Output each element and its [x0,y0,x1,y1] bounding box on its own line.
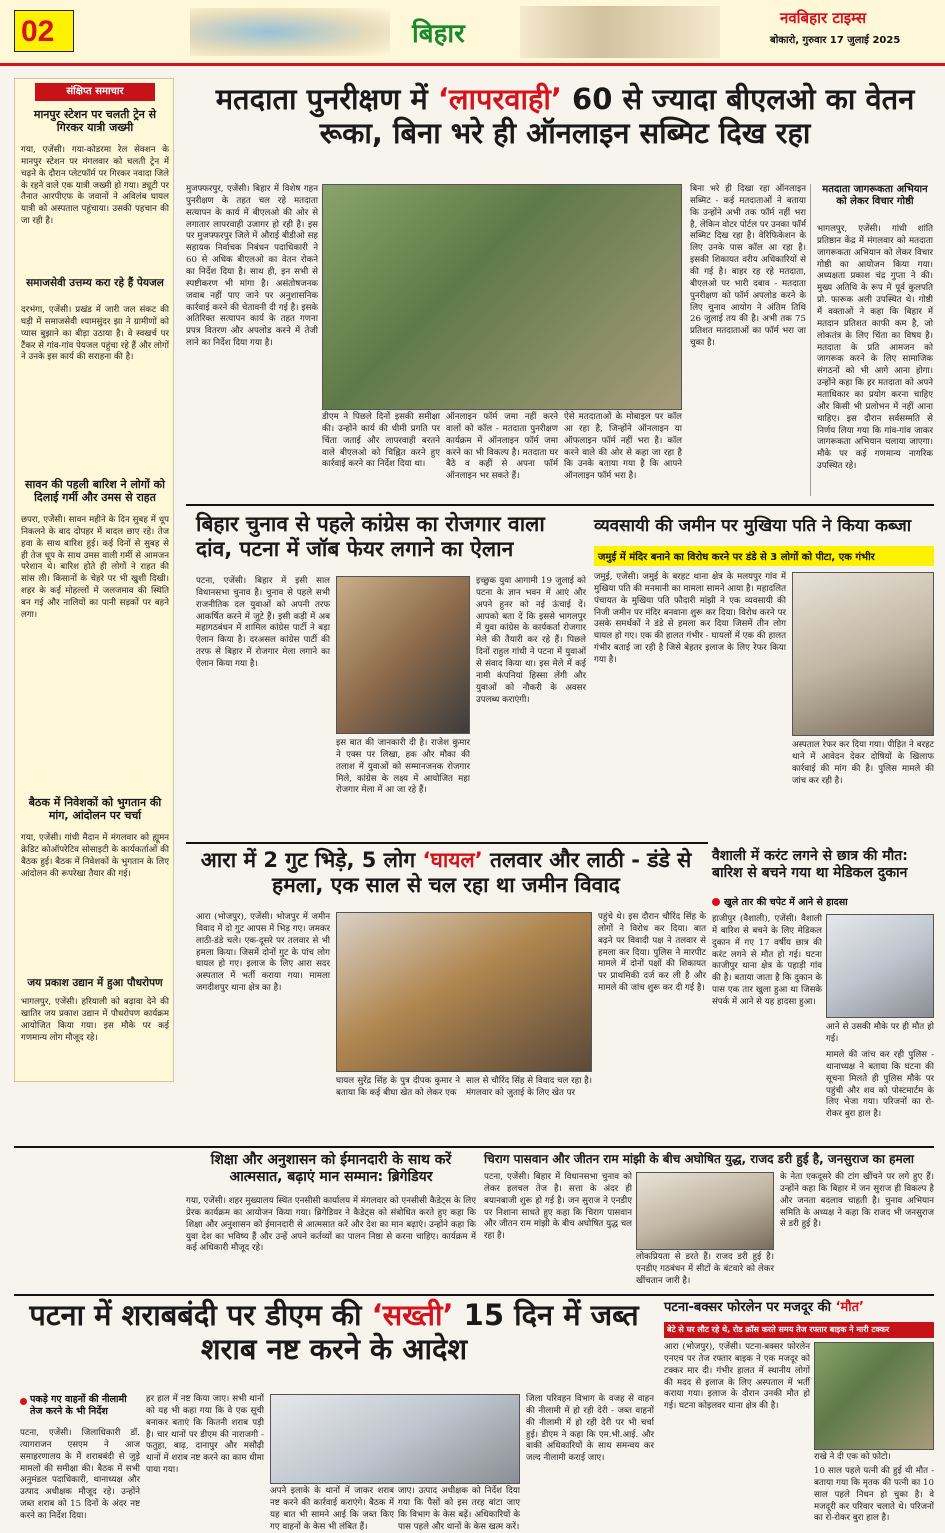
current-body-2: मामले की जांच कर रही पुलिस - थानाध्यक्ष ने बताया कि घटना की सूचना मिलते ही पुलिस मौके पर पहुंची और शव को पोस्टमार्टम के लिए भेजा गया। परिजनों का रो-रोकर बुरा हाल है। [826,1050,934,1120]
current-photo-caption: आने से उसकी मौके पर ही मौत हो गई। [826,1022,934,1044]
sidebar-item-body: छपरा, एजेंसी। सावन महीने के दिन सुबह में धूप निकलने के बाद दोपहर में बादल छाए रहे। तेज हवा के साथ बारिश हुई। कई दिनों से सुबह से ही तेज धूप के साथ उमस वाली गर्मी से आमजन परेशान थे। बारिश होते ही लोगों ने राहत की सांस ली। किसानों के चेहरे पर भी खुशी दिखी। शहर के कई मोहल्लों में जलजमाव की स्थिति बन गई और नालियों का पानी सड़कों पर बहने लगा। [21,515,169,620]
ara-body-1: आरा (भोजपुर), एजेंसी। भोजपुर में जमीन विवाद में दो गुट आपस में भिड़ गए। जमकर लाठी-डंडे चले। एक-दूसरे पर तलवार से भी हमला किया। जिसमें दोनों गुट के पांच लोग घायल हो गए। इलाज के लिए आरा सदर अस्पताल में भर्ती कराया गया। मामला जगदीशपुर थाना क्षेत्र का है। [196,912,330,994]
lead-photo-caption: डीएम ने पिछले दिनों इसकी समीक्षा की। उन्होंने कार्य की धीमी प्रगति पर चिंता जताई और लापरवाही बरतने वाले बीएलओ को चिह्नित करने हुए कार्रवाई करने का निर्देश दिया था। [322,412,440,470]
sidebar-item-body: गया, एजेंसी। गांधी मैदान में मंगलवार को ह्यूमन क्रेडिट कोऑपरेटिव सोसाइटी के कार्यकर्ताओं की बैठक हुई। बैठक में निवेशकों के भुगतान के लिए आंदोलन की रूपरेखा तैयार की गई। [21,833,169,879]
liquor-headline-highlight: ‘सख्ती’ [371,1298,454,1332]
header-map-decoration [190,8,390,56]
sidebar-item-title: बैठक में निवेशकों को भुगतान की मांग, आंदोलन पर चर्चा [28,796,162,822]
sidebar [14,78,174,1082]
liquor-subhead [20,1394,140,1424]
land-tag-text: जमुई में मंदिर बनाने का विरोध करने पर डंडे से 3 लोगों को पीटा, एक गंभीर [598,552,875,563]
brand-name: नवबिहार टाइम्स [780,9,867,27]
education-headline: शिक्षा और अनुशासन को ईमानदारी के साथ करें आत्मसात, बढ़ाएं मान सम्मान: ब्रिगेडियर [210,1152,452,1185]
page-number [14,10,74,52]
lead-headline-highlight: ‘लापरवाही’ [437,82,562,116]
fatal-headline [664,1300,934,1315]
fatal-body-2: 10 साल पहले पत्नी की हुई थी मौत - बताया गया कि मृतक की पत्नी का 10 साल पहले निधन हो चुका है। वे मजदूरी कर परिवार चलाते थे। परिजनों का रो-रोकर बुरा हाल है। [814,1466,934,1524]
fatal-photo-caption: राखे ने दी एक को फोटो। [814,1452,891,1462]
chirag-body-1: पटना, एजेंसी। बिहार में विधानसभा चुनाव को लेकर हलचल तेज है। सत्ता के अंदर ही बयानबाजी शुरू हो गई है। जन सुराज ने एनडीए पर निशाना साधते हुए कहा कि चिराग पासवान और जीतन राम मांझी के बीच अघोषित युद्ध चल रहा है। [484,1172,632,1242]
chirag-photo [636,1172,774,1250]
lead-body-2: ऑनलाइन फॉर्म जमा नहीं करने वालों को कॉल - मतदाता पुनरीक्षण कार्यक्रम में ऑनलाइन फॉर्म जमा करने का भी विकल्प है। मतदाता घर बैठे व कहीं से अपना फॉर्म ऑनलाइन भर सकते हैं। [446,412,558,482]
lead-body-1: मुजफ्फरपुर, एजेंसी। बिहार में विशेष गहन पुनरीक्षण के तहत चल रहे मतदाता सत्यापन के कार्य में बीएलओ की ओर से लगातार लापरवाही उजागर हो रही है। इस पर मुजफ्फरपुर जिले में औराई बीडीओ सह सहायक निर्वाचक निबंधन पदाधिकारी ने 60 से अधिक बीएलओ का वेतन रोकने का निर्देश दिया है। साथ ही, इन सभी से स्पष्टीकरण भी मांगा है। असंतोषजनक जवाब नहीं पाए जाने पर अनुशासनिक कार्रवाई करने की चेतावनी दी गई है। इसके अतिरिक्त सत्यापन कार्य के तहत गणना प्रपत्र वितरण और अपलोड करने में तेजी लाने का निर्देश दिया गया है। [186,184,318,349]
chirag-photo-caption: लोकप्रियता से डरते हैं। राजद डरी हुई है। एनडीए गठबंधन में सीटों के बंटवारे को लेकर खींचतान जारी है। [636,1252,774,1286]
divider [14,1146,934,1148]
land-photo [792,572,934,736]
ara-headline [196,848,696,898]
current-tag-text: खुले तार की चपेट में आने से हादसा [724,897,848,908]
congress-photo-caption: इस बात की जानकारी दी है। राजेश कुमार ने एक्स पर लिखा, हक और मौका की तलाश में युवाओं को सम्मानजनक रोजगार मिले, कांग्रेस के लक्ष्य में आयोजित महा रोजगार मेला में आ जा रहे हैं। [336,738,470,796]
ara-photo-caption-2: साल से चौरिंद सिंह से विवाद चल रहा है। मंगलवार को जुताई के लिए खेत पर [466,1076,592,1098]
fatal-body: आरा (भोजपुर), एजेंसी। पटना-बक्सर फोरलेन एनएच पर तेज रफ्तार बाइक ने एक मजदूर को टक्कर मार दी। गंभीर हालत में स्थानीय लोगों की मदद से इलाज के लिए अस्पताल में भर्ती कराया गया। इलाज के दौरान उनकी मौत हो गई। घटना कोइलवर थाना क्षेत्र की है। [664,1342,810,1412]
right-column-body: भागलपुर, एजेंसी। गांधी शांति प्रतिष्ठान केंद्र में मंगलवार को मतदाता जागरूकता अभियान को लेकर विचार गोष्ठी का आयोजन किया गया। अध्यक्षता प्रकाश चंद्र गुप्ता ने की। मुख्य अतिथि के रूप में पूर्व कुलपति प्रो. फारूक अली उपस्थित थे। गोष्ठी में वक्ताओं ने कहा कि बिहार में मतदान प्रतिशत काफी कम है, जो लोकतंत्र के लिए चिंता का विषय है। मतदाता के प्रति आमजन को जागरूक करने के लिए सामाजिक संगठनों को भी आगे आना होगा। उन्होंने कहा कि हर मतदाता को अपने मताधिकार का प्रयोग करना चाहिए और किसी भी प्रलोभन में नहीं आना चाहिए। इस दौरान सर्वसम्मति से निर्णय लिया गया कि गांव-गांव जाकर जागरूकता अभियान चलाया जाएगा। मौके पर कई गणमान्य नागरिक उपस्थित रहे। [817,224,933,472]
divider [186,842,708,844]
page-header [0,0,945,66]
chirag-body-2: के नेता एकदूसरे की टांग खींचने पर लगे हुए हैं। उन्होंने कहा कि बिहार में जन सुराज ही विकल्प है और जनता बदलाव चाहती है। चुनाव अभियान समिति के अध्यक्ष ने कहा कि राजद भी जनसुराज से डरी हुई है। [780,1172,934,1230]
lead-body-3: ऐसे मतदाताओं के मोबाइल पर कॉल आ रहा है, जिन्होंने ऑनलाइन या ऑफलाइन फॉर्म नहीं भरा है। कॉल करने वाले की ओर से कहा जा रहा है कि उनके बताया गया है कि आपने ऑनलाइन फॉर्म भरा है। [564,412,682,482]
lead-headline [200,82,930,150]
current-headline: वैशाली में करंट लगने से छात्र की मौत: बारिश से बचने गया था मेडिकल दुकान [712,848,908,881]
ara-headline-highlight: ‘घायल’ [422,848,483,872]
liquor-photo [270,1394,520,1484]
lead-headline-text: मतदाता पुनरीक्षण में [215,82,438,116]
bullet-icon [712,898,720,906]
liquor-photo-caption: अपने इलाके के थानों में जाकर शराब नष्ट करने की कार्रवाई कराएंगे। बैठक में यह बात भी सामने आई कि जब्त किए गए वाहनों के केस भी लंबित हैं। [270,1486,394,1532]
land-tag [594,546,934,566]
congress-body-1: पटना, एजेंसी। बिहार में इसी साल विधानसभा चुनाव है। चुनाव से पहले सभी राजनीतिक दल युवाओं को अपनी तरफ आकर्षित करने में जुटे हैं। इसी कड़ी में अब महागठबंधन में शामिल कांग्रेस पार्टी ने बड़ा ऐलान किया है। दरअसल कांग्रेस पार्टी की तरफ से बिहार में रोजगार मेला लगाने का ऐलान किया गया है। [196,576,330,670]
ara-photo-caption-1: घायल सुरेंद्र सिंह के पुत्र दीपक कुमार ने बताया कि कई बीघा खेत को लेकर एक [336,1076,460,1098]
divider [186,504,934,506]
liquor-body-4: जिला परिवहन विभाग के वजह से वाहन की नीलामी में हो रही देरी - जब्त वाहनों की नीलामी में हो रही देरी पर भी चर्चा हुई। डीएम ने कहा कि एम.भी.आई. और बाकी अधिकारियों के साथ समन्वय कर जल्द नीलामी कराई जाए। [526,1394,654,1464]
lead-photo [322,184,682,410]
current-photo [826,914,934,1018]
sidebar-item-title: समाजसेवी उत्तम्य करा रहे हैं पेयजल [26,277,164,289]
page-number-text: 02 [21,15,55,48]
bullet-icon [20,1398,27,1405]
liquor-body-2: हर हाल में नष्ट किया जाए। सभी थानों को यह भी कहा गया कि वे एक सूची बनाकर बताएं कि कितनी शराब पड़ी है। चार थानों पर डीएम की नाराजगी - फतुहा, बाढ़, दानापुर और मसौढ़ी थानों में शराब नष्ट करने का काम धीमा पाया गया। [146,1394,264,1476]
current-tag [712,894,934,910]
congress-headline: बिहार चुनाव से पहले कांग्रेस का रोजगार वाला दांव, पटना में जॉब फेयर लगाने का ऐलान [196,512,545,561]
liquor-body-1: पटना, एजेंसी। जिलाधिकारी डॉ. त्यागराजन एसएम ने आज समाहरणालय के मेें शराबबंदी से जुड़े मामलों की समीक्षा की। बैठक में सभी अनुमंडल पदाधिकारी, थानाध्यक्ष और उत्पाद अधीक्षक मौजूद रहे। उन्होंने जब्त शराब को 15 दिनों के अंदर नष्ट करने का निर्देश दिया। [20,1428,140,1522]
education-body: गया, एजेंसी। शहर मुख्यालय स्थित एनसीसी कार्यालय में मंगलवार को एनसीसी कैडेट्स के लिए प्रेरक कार्यक्रम का आयोजन किया गया। ब्रिगेडियर ने कैडेट्स को संबोधित करते हुए कहा कि शिक्षा और अनुशासन को ईमानदारी से आत्मसात करें और देश का मान बढ़ाएं। उन्होंने कहा कि युवा देश का भविष्य हैं और उन्हें अपने कर्तव्यों का पालन निष्ठा से करना चाहिए। कार्यक्रम में कई अधिकारी मौजूद रहे। [186,1196,476,1254]
land-headline: व्यवसायी की जमीन पर मुखिया पति ने किया कब्जा [594,516,912,536]
issue-date: बोकारो, गुरुवार 17 जुलाई 2025 [770,35,901,46]
sidebar-item-title: जय प्रकाश उद्यान में हुआ पौधरोपण [27,977,163,989]
current-body: हाजीपुर (वैशाली), एजेंसी। वैशाली में बारिश से बचने के लिए मेडिकल दुकान में गए 17 वर्षीय छात्र की करंट लगने से मौत हो गई। घटना काजीपुर थाना क्षेत्र के पहाड़ी गांव की है। बताया जाता है कि दुकान के पास एक तार खुला हुआ था जिसके संपर्क में आने से यह हादसा हुआ। [712,914,822,1008]
section-name: बिहार [412,19,465,49]
land-photo-caption: अस्पताल रेफर कर दिया गया। पीड़ित ने बरहट थाने में आवेदन देकर दोषियों के खिलाफ कार्रवाई की मांग की है। पुलिस मामले की जांच कर रही है। [792,740,934,786]
header-statue-decoration [520,6,720,58]
lead-headline-text-2: 60 से ज्यादा बीएलओ का वेतन रूका, बिना भरे ही ऑनलाइन सब्मिट दिख रहा [319,82,915,151]
liquor-body-3: जाए। उत्पाद अधीक्षक को निर्देश दिया गया कि पैसों को इस तरह बांटा जाए कि विभाग के केस बढ़ें। अधिकारियों के पास पहले और थानों के केस खत्म करें। [398,1486,520,1532]
divider [14,1294,934,1296]
sidebar-item-title: सावन की पहली बारिश ने लोगों को दिलाई गर्मी और उमस से राहत [25,478,165,504]
liquor-headline-text-2: 15 दिन में जब्त शराब नष्ट करने के आदेश [200,1298,639,1367]
ara-body-2: पहुंचे थे। इस दौरान चौरिंद सिंह के लोगों ने विरोध कर दिया। बात बढ़ने पर विवादी पक्ष ने तलवार से हमला कर दिया। पुलिस ने मारपीट मामले में दोनों पक्षों की शिकायत पर प्राथमिकी दर्ज कर ली है और मामले की जांच शुरू कर दी गई है। [598,912,706,994]
sidebar-item-body: दरभंगा, एजेंसी। प्रखंड में जारी जल संकट की घड़ी में समाजसेवी श्यामसुंदर झा ने ग्रामीणों को प्यास बुझाने का बीड़ा उठाया है। वे स्वखर्च पर टैंकर से गांव-गांव पेयजल पहुंचा रहे हैं और लोगों ने उनके इस कार्य की सराहना की है। [21,305,169,363]
chirag-headline: चिराग पासवान और जीतन राम मांझी के बीच अघोषित युद्ध, राजद डरी हुई है, जनसुराज का हमला [484,1152,914,1166]
sidebar-item-title: मानपुर स्टेशन पर चलती ट्रेन से गिरकर यात्री जख्मी [33,108,157,134]
fatal-headline-highlight: ‘मौत’ [835,1300,864,1315]
fatal-headline-text: पटना-बक्सर फोरलेन पर मजदूर की [664,1300,836,1315]
ara-photo [336,912,592,1072]
congress-body-2: इच्छुक युवा आगामी 19 जुलाई को पटना के ज्ञान भवन में आएं और अपने हुनर को नई ऊंचाई दें। आपको बता दें कि इससे भागलपुर में युवा कांग्रेस के कार्यकर्ता रोजगार मेले की तैयारी कर रहे हैं। पिछले दिनों राहुल गांधी ने पटना में युवाओं से संवाद किया था। इस मेले में कई नामी कंपनियां हिस्सा लेंगी और युवाओं को नौकरी के अवसर उपलब्ध कराएंगी। [476,576,586,705]
lead-body-4: बिना भरे ही दिखा रहा ऑनलाइन सब्मिट - कई मतदाताओं ने बताया कि उन्होंने अभी तक फॉर्म नहीं भरा है, लेकिन वोटर पोर्टल पर उनका फॉर्म सब्मिट दिख रहा है। वेरिफिकेशन के लिए उनके पास कॉल आ रहा है। इसकी शिकायत वरीय अधिकारियों से की गई है। बाहर रह रहे मतदाता, बीएलओ पर भारी दबाव - मतदाता पुनरीक्षण को फॉर्म अपलोड करने के लिए चुनाव आयोग ने अंतिम तिथि 26 जुलाई तय की है। अभी तक 75 प्रतिशत मतदाताओं का फॉर्म भरा जा चुका है। [690,184,806,349]
right-column [810,184,934,496]
sidebar-item-body: गया, एजेंसी। गया-कोडरमा रेल सेक्शन के मानपुर स्टेशन पर मंगलवार को चलती ट्रेन में चढ़ने के दौरान प्लेटफॉर्म पर गिरकर नवादा जिले के रहने वाले एक यात्री जख्मी हो गया। ड्यूटी पर तैनात आरपीएफ के जवानों ने अविलंब घायल यात्री को अस्पताल पहुंचाया। उसकी पहचान की जा रही है। [21,145,169,227]
land-body: जमुई, एजेंसी। जमुई के बरहट थाना क्षेत्र के मलयपुर गांव में मुखिया पति की मनमानी का मामला सामने आया है। महादलित पंचायत के मुखिया पति फौदारी मांझी ने एक व्यवसायी की निजी जमीन पर मंदिर बनवाना शुरू कर दिया। विरोध करने पर उसके समर्थकों ने डंडे से हमला कर दिया जिसमें तीन लोग घायल हो गए। एक की हालत गंभीर - घायलों में एक की हालत गंभीर बताई जा रही है जिसे बेहतर इलाज के लिए रेफर किया गया है। [594,572,786,666]
liquor-headline-text: पटना में शराबबंदी पर डीएम की [29,1298,372,1332]
liquor-headline [14,1298,654,1366]
sidebar-label: संक्षिप्त समाचार [35,83,155,101]
sidebar-item-body: भागलपुर, एजेंसी। हरियाली को बढ़ावा देने की खातिर जय प्रकाश उद्यान में पौधरोपण कार्यक्रम आयोजित किया गया। इस मौके पर कई गणमान्य लोग मौजूद रहे। [21,997,169,1043]
fatal-photo [814,1342,934,1450]
ara-headline-text-2: तलवार और लाठी - डंडे से हमला, एक साल से चल रहा था जमीन विवाद [272,848,692,897]
fatal-tag [664,1322,934,1338]
right-column-title: मतदाता जागरूकता अभियान को लेकर विचार गोष्ठी [822,184,928,207]
liquor-subhead-text: पकड़े गए वाहनों की नीलामी तेज करने के भी निर्देश [30,1394,127,1417]
congress-photo [336,576,470,734]
ara-headline-text: आरा में 2 गुट भिड़े, 5 लोग [200,848,423,872]
fatal-tag-text: बेटे से घर लौट रहे थे, रोड क्रॉस करते समय तेज रफ्तार बाइक ने मारी टक्कर [667,1325,890,1334]
